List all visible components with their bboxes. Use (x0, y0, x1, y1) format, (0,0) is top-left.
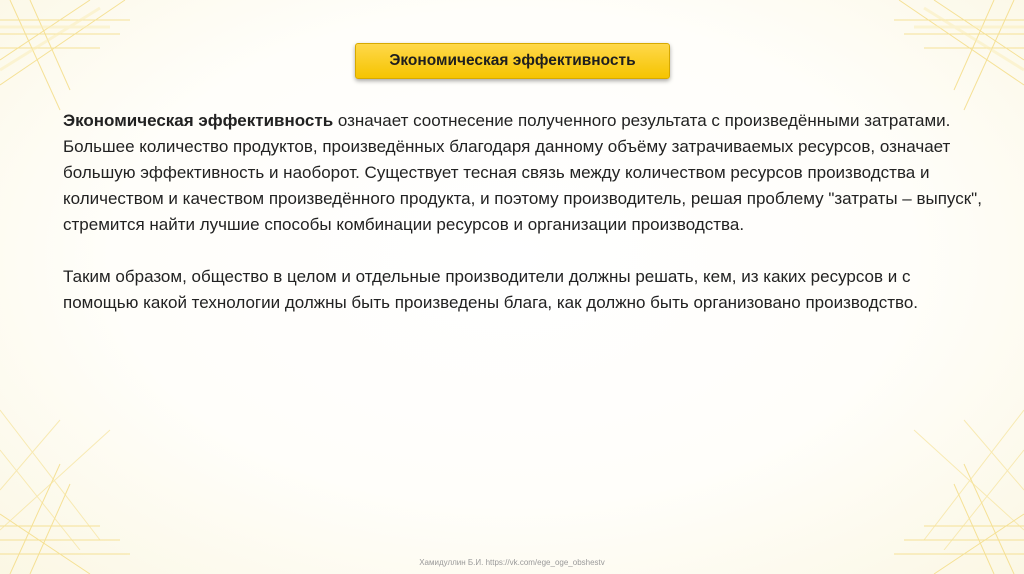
corner-ornament-bottom-left (0, 454, 140, 574)
slide-title-box (355, 43, 670, 79)
paragraph-spacer (63, 238, 983, 264)
corner-ornament-bottom-right (884, 454, 1024, 574)
corner-ornament-top-right (884, 0, 1024, 120)
footer-credit: Хамидуллин Б.И. https://vk.com/ege_oge_obshestv (419, 558, 605, 567)
definition-term: Экономическая эффективность (63, 111, 334, 130)
corner-ornament-top-left (0, 0, 140, 120)
slide-title: Экономическая эффективность (389, 52, 636, 69)
side-ornament-left (0, 390, 120, 550)
explanation-paragraph: Большее количество продуктов, произведённых благодаря данному объёму затрачиваемых ресурсов, означает большую эффективность и наоборот. Существует тесная связь между количеством ресурсов производства и количеством и качеством произведённого продукта, и поэтому производитель, решая проблему "затраты – выпуск", стремится найти лучшие способы комбинации ресурсов и организации производства. (63, 137, 982, 234)
side-ornament-right (904, 390, 1024, 550)
conclusion-paragraph: Таким образом, общество в целом и отдельные производители должны решать, кем, из каких ресурсов и с помощью какой технологии должны быть произведены блага, как должно быть организовано производство. (63, 267, 919, 312)
definition-text: означает соотнесение полученного результата с произведёнными затратами. (333, 111, 951, 130)
definition-paragraph (63, 108, 983, 134)
slide-body (63, 108, 983, 316)
